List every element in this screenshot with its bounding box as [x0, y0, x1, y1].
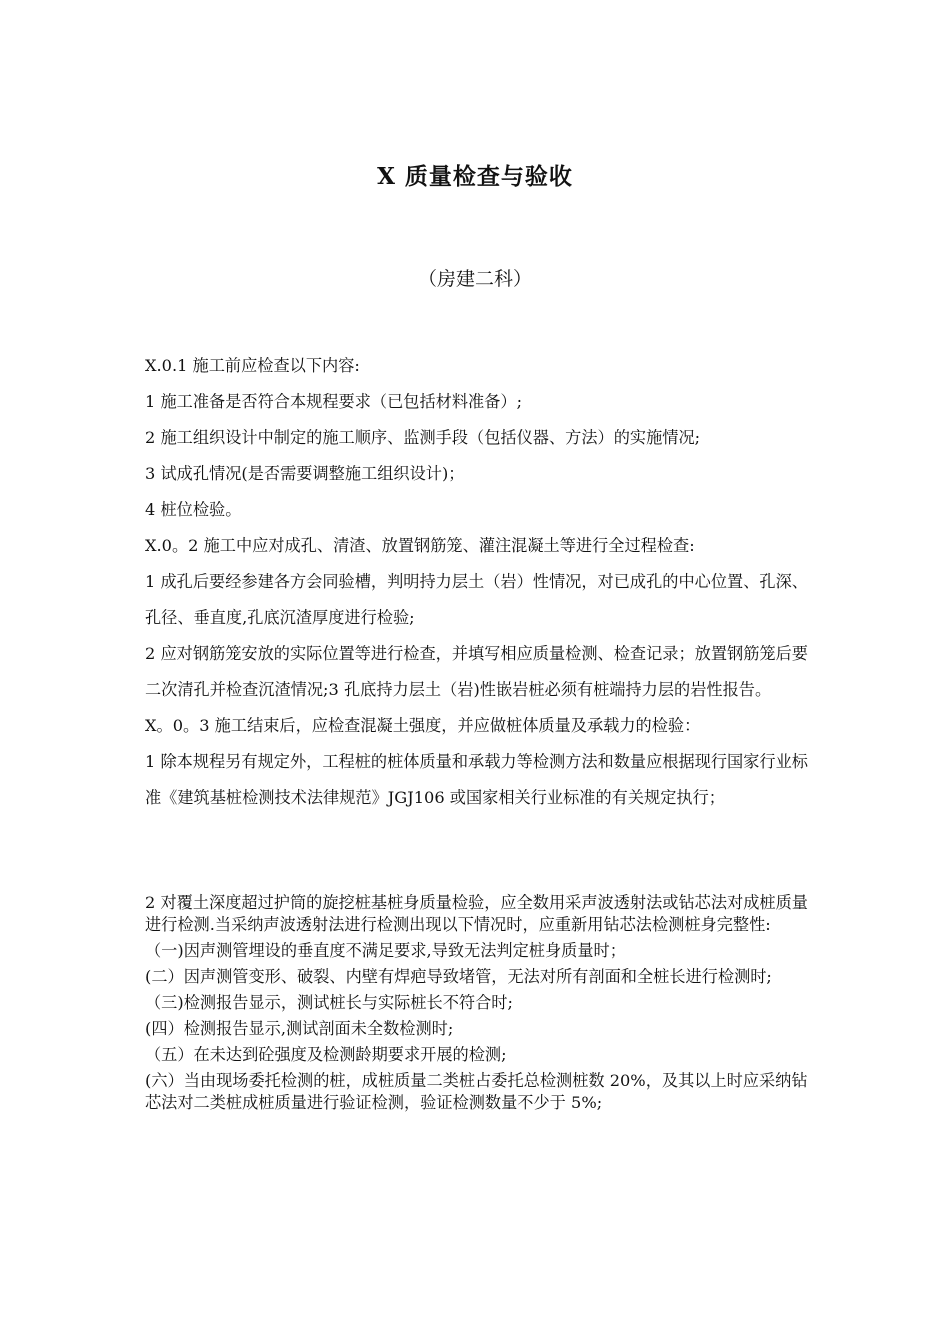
paragraph: 1 成孔后要经参建各方会同验槽，判明持力层土（岩）性情况，对已成孔的中心位置、孔深、孔径、垂直度,孔底沉渣厚度进行检验; — [145, 572, 808, 627]
paragraph: 4 桩位检验。 — [145, 500, 242, 519]
paragraph: X。0。3 施工结束后，应检查混凝土强度，并应做桩体质量及承载力的检验： — [145, 716, 701, 735]
paragraph: 2 应对钢筋笼安放的实际位置等进行检查，并填写相应质量检测、检查记录；放置钢筋笼后要二次清孔并检查沉渣情况;3 孔底持力层土（岩)性嵌岩桩必须有桩端持力层的岩性报告。 — [145, 644, 808, 699]
list-item: (六）当由现场委托检测的桩，成桩质量二类桩占委托总检测桩数 20%，及其以上时应采纳钻芯法对二类桩成桩质量进行验证检测，验证检测数量不少于 5%; — [145, 1071, 808, 1112]
list-item: （五）在未达到砼强度及检测龄期要求开展的检测; — [145, 1045, 507, 1064]
list-item: (二）因声测管变形、破裂、内壁有焊疤导致堵管，无法对所有剖面和全桩长进行检测时; — [145, 967, 772, 986]
list-item: （三)检测报告显示，测试桩长与实际桩长不符合时; — [145, 993, 513, 1012]
paragraph: X.0。2 施工中应对成孔、清渣、放置钢筋笼、灌注混凝土等进行全过程检查: — [145, 536, 695, 555]
paragraph: 2 对覆土深度超过护筒的旋挖桩基桩身质量检验，应全数用采声波透射法或钻芯法对成桩质量进行检测.当采纳声波透射法进行检测出现以下情况时，应重新用钻芯法检测桩身完整性: — [145, 893, 808, 934]
list-item: （一)因声测管埋设的垂直度不满足要求,导致无法判定桩身质量时； — [145, 941, 626, 960]
paragraph: 3 试成孔情况(是否需要调整施工组织设计)； — [145, 464, 465, 483]
paragraph: 1 除本规程另有规定外，工程桩的桩体质量和承载力等检测方法和数量应根据现行国家行业标准《建筑基桩检测技术法律规范》JGJ106 或国家相关行业标准的有关规定执行； — [145, 752, 808, 807]
document-subtitle: （房建二科） — [417, 268, 532, 290]
body-section-1 — [145, 348, 810, 816]
document-title: X 质量检查与验收 — [377, 163, 573, 190]
paragraph: 2 施工组织设计中制定的施工顺序、监测手段（包括仪器、方法）的实施情况; — [145, 428, 701, 447]
paragraph: 1 施工准备是否符合本规程要求（已包括材料准备）; — [145, 392, 523, 411]
paragraph: X.0.1 施工前应检查以下内容: — [145, 356, 360, 375]
body-section-2 — [145, 892, 810, 1114]
list-item: (四）检测报告显示,测试剖面未全数检测时; — [145, 1019, 454, 1038]
